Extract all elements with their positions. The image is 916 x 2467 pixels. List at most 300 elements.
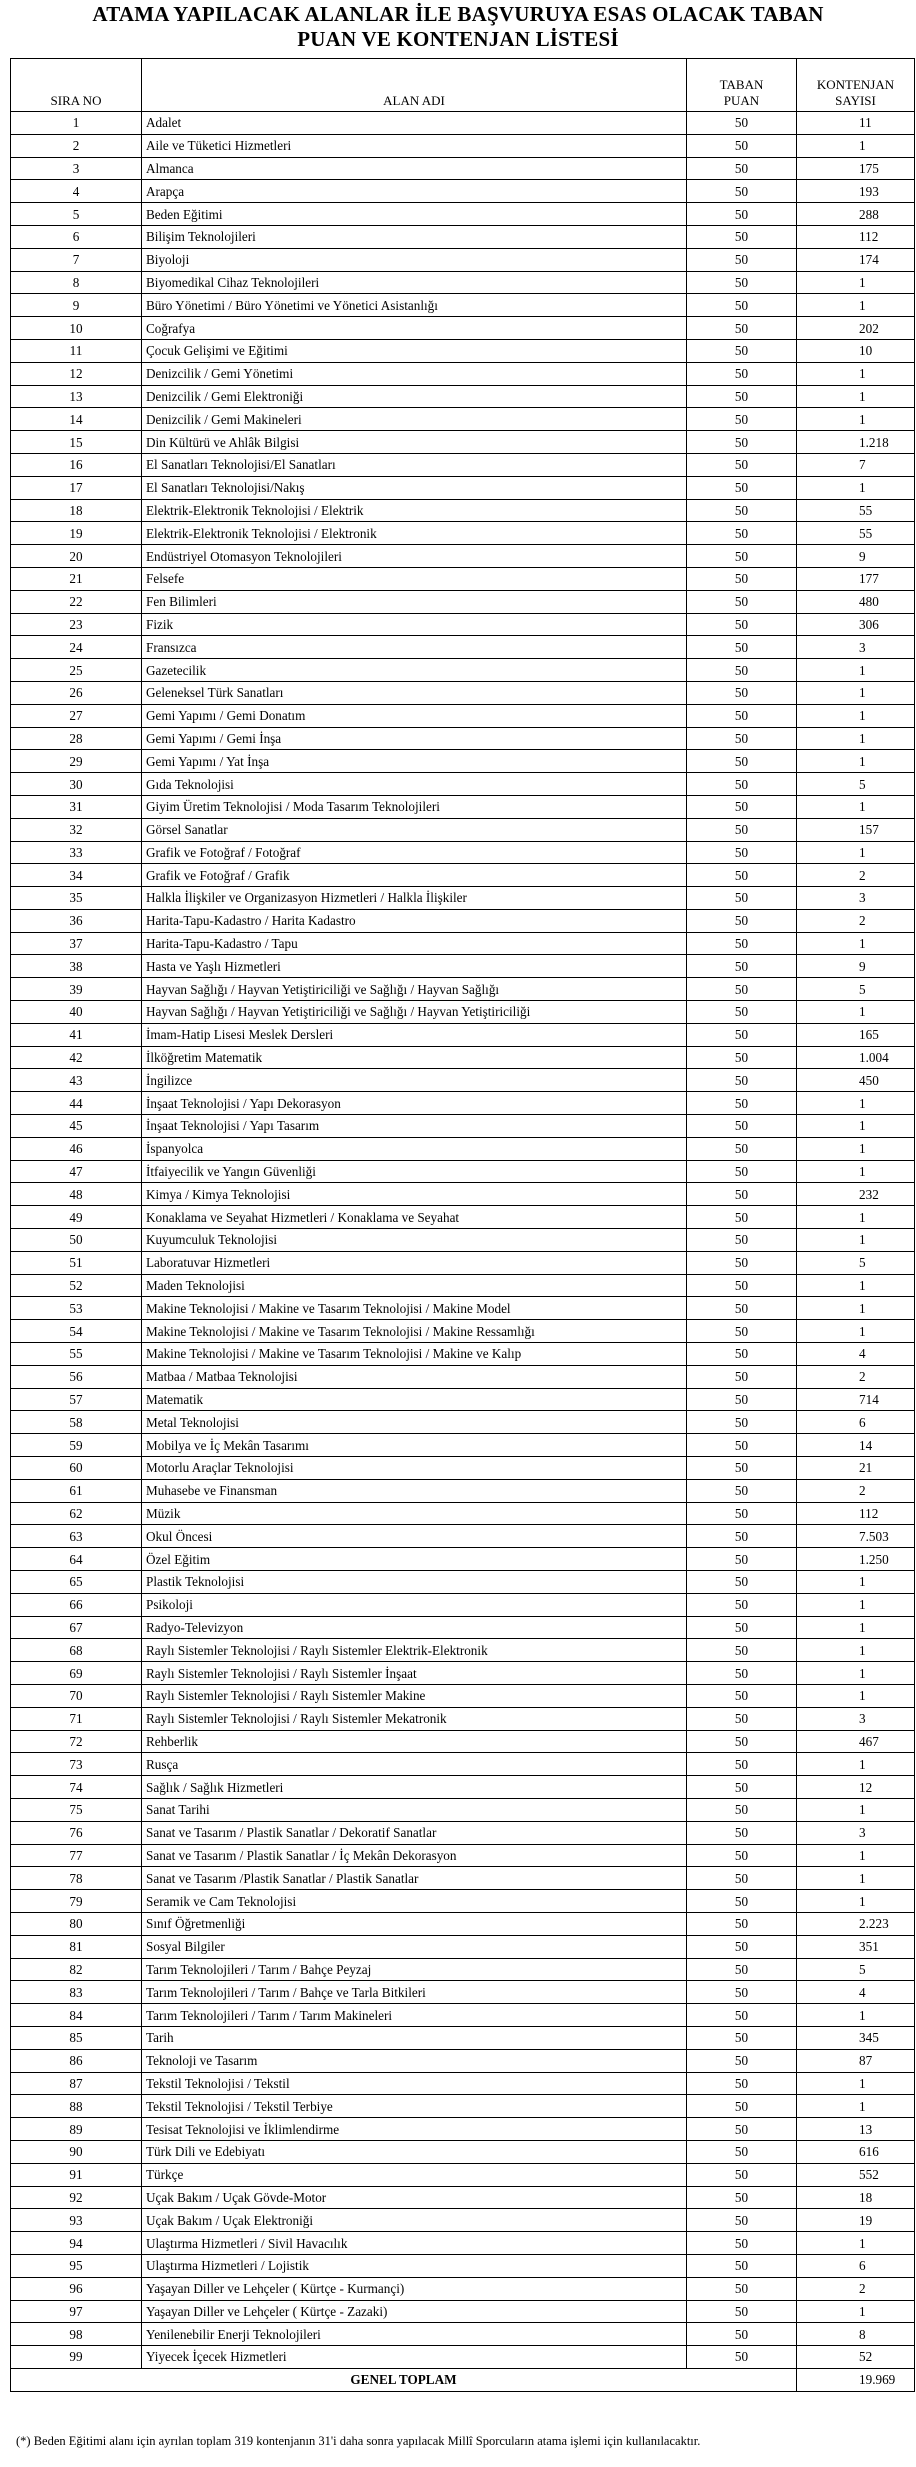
kontenjan-sayisi: 345 <box>797 2026 915 2049</box>
alan-adi: İnşaat Teknolojisi / Yapı Dekorasyon <box>142 1092 687 1115</box>
taban-puan: 50 <box>687 1958 797 1981</box>
kontenjan-sayisi: 480 <box>797 590 915 613</box>
kontenjan-sayisi: 5 <box>797 1251 915 1274</box>
kontenjan-sayisi: 232 <box>797 1183 915 1206</box>
alan-adi: Arapça <box>142 180 687 203</box>
taban-puan: 50 <box>687 932 797 955</box>
table-row <box>11 1023 915 1046</box>
kontenjan-sayisi: 1 <box>797 362 915 385</box>
title-line-2: PUAN VE KONTENJAN LİSTESİ <box>297 27 619 51</box>
alan-adi: Elektrik-Elektronik Teknolojisi / Elektrik <box>142 499 687 522</box>
kontenjan-sayisi: 714 <box>797 1388 915 1411</box>
alan-adi: Elektrik-Elektronik Teknolojisi / Elektronik <box>142 522 687 545</box>
kontenjan-sayisi: 5 <box>797 1958 915 1981</box>
taban-puan: 50 <box>687 2186 797 2209</box>
taban-puan: 50 <box>687 1707 797 1730</box>
row-number: 3 <box>11 157 142 180</box>
taban-puan: 50 <box>687 1388 797 1411</box>
taban-puan: 50 <box>687 955 797 978</box>
taban-puan: 50 <box>687 294 797 317</box>
quota-table <box>10 58 915 2392</box>
row-number: 81 <box>11 1935 142 1958</box>
alan-adi: Tarih <box>142 2026 687 2049</box>
alan-adi: İlköğretim Matematik <box>142 1046 687 1069</box>
row-number: 49 <box>11 1206 142 1229</box>
table-header-row <box>11 59 915 112</box>
table-row <box>11 1046 915 1069</box>
kontenjan-sayisi: 1 <box>797 2300 915 2323</box>
table-row <box>11 2209 915 2232</box>
alan-adi: İnşaat Teknolojisi / Yapı Tasarım <box>142 1115 687 1138</box>
table-row <box>11 1160 915 1183</box>
table-row <box>11 2095 915 2118</box>
alan-adi: Plastik Teknolojisi <box>142 1571 687 1594</box>
alan-adi: Raylı Sistemler Teknolojisi / Raylı Sistemler İnşaat <box>142 1662 687 1685</box>
table-row <box>11 339 915 362</box>
taban-puan: 50 <box>687 613 797 636</box>
kontenjan-sayisi: 5 <box>797 773 915 796</box>
header-taban-puan: TABAN PUAN <box>687 59 797 112</box>
alan-adi: Çocuk Gelişimi ve Eğitimi <box>142 339 687 362</box>
table-row <box>11 1434 915 1457</box>
row-number: 50 <box>11 1229 142 1252</box>
taban-puan: 50 <box>687 2140 797 2163</box>
row-number: 73 <box>11 1753 142 1776</box>
kontenjan-sayisi: 1 <box>797 1571 915 1594</box>
kontenjan-sayisi: 1 <box>797 2072 915 2095</box>
table-row <box>11 271 915 294</box>
table-row <box>11 180 915 203</box>
alan-adi: Makine Teknolojisi / Makine ve Tasarım Teknolojisi / Makine Model <box>142 1297 687 1320</box>
taban-puan: 50 <box>687 1479 797 1502</box>
table-row <box>11 134 915 157</box>
kontenjan-sayisi: 1 <box>797 932 915 955</box>
taban-puan: 50 <box>687 1001 797 1024</box>
taban-puan: 50 <box>687 2118 797 2141</box>
row-number: 41 <box>11 1023 142 1046</box>
taban-puan: 50 <box>687 522 797 545</box>
taban-puan: 50 <box>687 1798 797 1821</box>
taban-puan: 50 <box>687 1069 797 1092</box>
row-number: 8 <box>11 271 142 294</box>
row-number: 12 <box>11 362 142 385</box>
taban-puan: 50 <box>687 1844 797 1867</box>
table-row <box>11 2323 915 2346</box>
table-row <box>11 1388 915 1411</box>
table-row <box>11 613 915 636</box>
row-number: 70 <box>11 1684 142 1707</box>
table-body <box>11 112 915 2369</box>
table-row <box>11 157 915 180</box>
taban-puan: 50 <box>687 1434 797 1457</box>
alan-adi: Tarım Teknolojileri / Tarım / Tarım Makineleri <box>142 2004 687 2027</box>
row-number: 54 <box>11 1320 142 1343</box>
total-value: 19.969 <box>797 2368 915 2391</box>
table-row <box>11 1798 915 1821</box>
row-number: 6 <box>11 225 142 248</box>
taban-puan: 50 <box>687 453 797 476</box>
row-number: 42 <box>11 1046 142 1069</box>
taban-puan: 50 <box>687 339 797 362</box>
row-number: 63 <box>11 1525 142 1548</box>
table-row <box>11 1867 915 1890</box>
alan-adi: Ulaştırma Hizmetleri / Lojistik <box>142 2254 687 2277</box>
kontenjan-sayisi: 552 <box>797 2163 915 2186</box>
table-row <box>11 1844 915 1867</box>
alan-adi: Endüstriyel Otomasyon Teknolojileri <box>142 545 687 568</box>
kontenjan-sayisi: 1 <box>797 795 915 818</box>
alan-adi: Sanat ve Tasarım / Plastik Sanatlar / Dekoratif Sanatlar <box>142 1821 687 1844</box>
kontenjan-sayisi: 3 <box>797 1821 915 1844</box>
alan-adi: Ulaştırma Hizmetleri / Sivil Havacılık <box>142 2232 687 2255</box>
row-number: 52 <box>11 1274 142 1297</box>
kontenjan-sayisi: 1 <box>797 1092 915 1115</box>
taban-puan: 50 <box>687 704 797 727</box>
table-row <box>11 317 915 340</box>
kontenjan-sayisi: 6 <box>797 2254 915 2277</box>
taban-puan: 50 <box>687 1502 797 1525</box>
table-row <box>11 1183 915 1206</box>
row-number: 89 <box>11 2118 142 2141</box>
alan-adi: Tekstil Teknolojisi / Tekstil <box>142 2072 687 2095</box>
taban-puan: 50 <box>687 2254 797 2277</box>
taban-puan: 50 <box>687 1890 797 1913</box>
kontenjan-sayisi: 55 <box>797 499 915 522</box>
taban-puan: 50 <box>687 1411 797 1434</box>
taban-puan: 50 <box>687 795 797 818</box>
header-alan-adi: ALAN ADI <box>142 59 687 112</box>
alan-adi: İtfaiyecilik ve Yangın Güvenliği <box>142 1160 687 1183</box>
taban-puan: 50 <box>687 2209 797 2232</box>
table-row <box>11 750 915 773</box>
row-number: 33 <box>11 841 142 864</box>
alan-adi: Beden Eğitimi <box>142 203 687 226</box>
row-number: 64 <box>11 1548 142 1571</box>
alan-adi: Fizik <box>142 613 687 636</box>
row-number: 29 <box>11 750 142 773</box>
kontenjan-sayisi: 52 <box>797 2346 915 2369</box>
taban-puan: 50 <box>687 681 797 704</box>
taban-puan: 50 <box>687 590 797 613</box>
kontenjan-sayisi: 9 <box>797 545 915 568</box>
taban-puan: 50 <box>687 2095 797 2118</box>
alan-adi: Metal Teknolojisi <box>142 1411 687 1434</box>
row-number: 57 <box>11 1388 142 1411</box>
table-row <box>11 1616 915 1639</box>
kontenjan-sayisi: 1 <box>797 1684 915 1707</box>
table-row <box>11 1525 915 1548</box>
kontenjan-sayisi: 177 <box>797 567 915 590</box>
row-number: 58 <box>11 1411 142 1434</box>
taban-puan: 50 <box>687 157 797 180</box>
alan-adi: Maden Teknolojisi <box>142 1274 687 1297</box>
row-number: 25 <box>11 659 142 682</box>
alan-adi: Adalet <box>142 112 687 135</box>
alan-adi: Denizcilik / Gemi Elektroniği <box>142 385 687 408</box>
table-row <box>11 1274 915 1297</box>
table-row <box>11 1297 915 1320</box>
table-row <box>11 2232 915 2255</box>
alan-adi: Fransızca <box>142 636 687 659</box>
alan-adi: Muhasebe ve Finansman <box>142 1479 687 1502</box>
alan-adi: Sanat ve Tasarım / Plastik Sanatlar / İç Mekân Dekorasyon <box>142 1844 687 1867</box>
row-number: 23 <box>11 613 142 636</box>
kontenjan-sayisi: 1 <box>797 1798 915 1821</box>
table-row <box>11 909 915 932</box>
alan-adi: Felsefe <box>142 567 687 590</box>
taban-puan: 50 <box>687 180 797 203</box>
alan-adi: Matematik <box>142 1388 687 1411</box>
taban-puan: 50 <box>687 225 797 248</box>
kontenjan-sayisi: 1 <box>797 1639 915 1662</box>
row-number: 95 <box>11 2254 142 2277</box>
row-number: 61 <box>11 1479 142 1502</box>
table-row <box>11 1251 915 1274</box>
taban-puan: 50 <box>687 1274 797 1297</box>
row-number: 34 <box>11 864 142 887</box>
row-number: 99 <box>11 2346 142 2369</box>
table-row <box>11 1890 915 1913</box>
row-number: 40 <box>11 1001 142 1024</box>
kontenjan-sayisi: 3 <box>797 636 915 659</box>
taban-puan: 50 <box>687 1320 797 1343</box>
kontenjan-sayisi: 2.223 <box>797 1912 915 1935</box>
taban-puan: 50 <box>687 385 797 408</box>
table-row <box>11 2277 915 2300</box>
taban-puan: 50 <box>687 476 797 499</box>
row-number: 72 <box>11 1730 142 1753</box>
table-row <box>11 1912 915 1935</box>
table-row <box>11 499 915 522</box>
taban-puan: 50 <box>687 2346 797 2369</box>
alan-adi: Coğrafya <box>142 317 687 340</box>
table-row <box>11 1069 915 1092</box>
alan-adi: Rehberlik <box>142 1730 687 1753</box>
kontenjan-sayisi: 4 <box>797 1343 915 1366</box>
taban-puan: 50 <box>687 1935 797 1958</box>
row-number: 31 <box>11 795 142 818</box>
table-row <box>11 841 915 864</box>
alan-adi: İspanyolca <box>142 1137 687 1160</box>
row-number: 55 <box>11 1343 142 1366</box>
row-number: 19 <box>11 522 142 545</box>
kontenjan-sayisi: 55 <box>797 522 915 545</box>
row-number: 69 <box>11 1662 142 1685</box>
kontenjan-sayisi: 1 <box>797 1844 915 1867</box>
table-row <box>11 453 915 476</box>
kontenjan-sayisi: 1 <box>797 385 915 408</box>
row-number: 38 <box>11 955 142 978</box>
row-number: 83 <box>11 1981 142 2004</box>
taban-puan: 50 <box>687 1160 797 1183</box>
row-number: 94 <box>11 2232 142 2255</box>
kontenjan-sayisi: 1 <box>797 659 915 682</box>
row-number: 97 <box>11 2300 142 2323</box>
alan-adi: Harita-Tapu-Kadastro / Tapu <box>142 932 687 955</box>
table-row <box>11 1479 915 1502</box>
kontenjan-sayisi: 3 <box>797 887 915 910</box>
table-row <box>11 1502 915 1525</box>
table-row <box>11 248 915 271</box>
alan-adi: Sağlık / Sağlık Hizmetleri <box>142 1776 687 1799</box>
kontenjan-sayisi: 1 <box>797 1320 915 1343</box>
alan-adi: El Sanatları Teknolojisi/El Sanatları <box>142 453 687 476</box>
alan-adi: Seramik ve Cam Teknolojisi <box>142 1890 687 1913</box>
row-number: 78 <box>11 1867 142 1890</box>
alan-adi: Hayvan Sağlığı / Hayvan Yetiştiriciliği ve Sağlığı / Hayvan Yetiştiriciliği <box>142 1001 687 1024</box>
alan-adi: Sanat Tarihi <box>142 1798 687 1821</box>
row-number: 90 <box>11 2140 142 2163</box>
table-row <box>11 864 915 887</box>
alan-adi: Gemi Yapımı / Yat İnşa <box>142 750 687 773</box>
row-number: 4 <box>11 180 142 203</box>
taban-puan: 50 <box>687 1821 797 1844</box>
alan-adi: Teknoloji ve Tasarım <box>142 2049 687 2072</box>
alan-adi: Denizcilik / Gemi Yönetimi <box>142 362 687 385</box>
kontenjan-sayisi: 1 <box>797 1001 915 1024</box>
alan-adi: Yaşayan Diller ve Lehçeler ( Kürtçe - Zazaki) <box>142 2300 687 2323</box>
table-row <box>11 1137 915 1160</box>
row-number: 16 <box>11 453 142 476</box>
taban-puan: 50 <box>687 2277 797 2300</box>
taban-puan: 50 <box>687 2163 797 2186</box>
kontenjan-sayisi: 3 <box>797 1707 915 1730</box>
alan-adi: Sosyal Bilgiler <box>142 1935 687 1958</box>
alan-adi: Raylı Sistemler Teknolojisi / Raylı Sistemler Elektrik-Elektronik <box>142 1639 687 1662</box>
row-number: 65 <box>11 1571 142 1594</box>
kontenjan-sayisi: 2 <box>797 2277 915 2300</box>
taban-puan: 50 <box>687 864 797 887</box>
table-row <box>11 1639 915 1662</box>
kontenjan-sayisi: 1 <box>797 1160 915 1183</box>
row-number: 2 <box>11 134 142 157</box>
taban-puan: 50 <box>687 1343 797 1366</box>
table-row <box>11 887 915 910</box>
row-number: 20 <box>11 545 142 568</box>
table-row <box>11 955 915 978</box>
alan-adi: Bilişim Teknolojileri <box>142 225 687 248</box>
row-number: 71 <box>11 1707 142 1730</box>
alan-adi: Radyo-Televizyon <box>142 1616 687 1639</box>
taban-puan: 50 <box>687 1115 797 1138</box>
alan-adi: Kuyumculuk Teknolojisi <box>142 1229 687 1252</box>
kontenjan-sayisi: 1 <box>797 1593 915 1616</box>
row-number: 53 <box>11 1297 142 1320</box>
table-row <box>11 1571 915 1594</box>
footnote: (*) Beden Eğitimi alanı için ayrılan toplam 319 kontenjanın 31'i daha sonra yapılacak Millî Sporcuların atama işlemi için kullanılacaktır. <box>16 2434 701 2448</box>
taban-puan: 50 <box>687 2004 797 2027</box>
alan-adi: Yaşayan Diller ve Lehçeler ( Kürtçe - Kurmançi) <box>142 2277 687 2300</box>
taban-puan: 50 <box>687 2232 797 2255</box>
table-row <box>11 2300 915 2323</box>
table-row <box>11 1662 915 1685</box>
kontenjan-sayisi: 8 <box>797 2323 915 2346</box>
kontenjan-sayisi: 7.503 <box>797 1525 915 1548</box>
kontenjan-sayisi: 1.218 <box>797 431 915 454</box>
kontenjan-sayisi: 1 <box>797 1297 915 1320</box>
row-number: 85 <box>11 2026 142 2049</box>
table-row <box>11 1776 915 1799</box>
table-row <box>11 2140 915 2163</box>
table-row <box>11 545 915 568</box>
taban-puan: 50 <box>687 1457 797 1480</box>
kontenjan-sayisi: 9 <box>797 955 915 978</box>
taban-puan: 50 <box>687 112 797 135</box>
kontenjan-sayisi: 2 <box>797 909 915 932</box>
kontenjan-sayisi: 165 <box>797 1023 915 1046</box>
row-number: 15 <box>11 431 142 454</box>
taban-puan: 50 <box>687 818 797 841</box>
row-number: 74 <box>11 1776 142 1799</box>
alan-adi: El Sanatları Teknolojisi/Nakış <box>142 476 687 499</box>
alan-adi: Harita-Tapu-Kadastro / Harita Kadastro <box>142 909 687 932</box>
kontenjan-sayisi: 288 <box>797 203 915 226</box>
table-row <box>11 2254 915 2277</box>
table-row <box>11 681 915 704</box>
table-row <box>11 1935 915 1958</box>
table-row <box>11 2186 915 2209</box>
taban-puan: 50 <box>687 2072 797 2095</box>
alan-adi: Makine Teknolojisi / Makine ve Tasarım Teknolojisi / Makine ve Kalıp <box>142 1343 687 1366</box>
taban-puan: 50 <box>687 1046 797 1069</box>
row-number: 87 <box>11 2072 142 2095</box>
alan-adi: Tesisat Teknolojisi ve İklimlendirme <box>142 2118 687 2141</box>
kontenjan-sayisi: 1 <box>797 681 915 704</box>
table-row <box>11 1593 915 1616</box>
kontenjan-sayisi: 174 <box>797 248 915 271</box>
kontenjan-sayisi: 1 <box>797 294 915 317</box>
alan-adi: Grafik ve Fotoğraf / Fotoğraf <box>142 841 687 864</box>
taban-puan: 50 <box>687 1981 797 2004</box>
row-number: 47 <box>11 1160 142 1183</box>
row-number: 45 <box>11 1115 142 1138</box>
kontenjan-sayisi: 1 <box>797 1753 915 1776</box>
row-number: 9 <box>11 294 142 317</box>
taban-puan: 50 <box>687 1867 797 1890</box>
table-row <box>11 727 915 750</box>
alan-adi: İngilizce <box>142 1069 687 1092</box>
table-row <box>11 1115 915 1138</box>
row-number: 60 <box>11 1457 142 1480</box>
kontenjan-sayisi: 1 <box>797 841 915 864</box>
row-number: 39 <box>11 978 142 1001</box>
table-row <box>11 476 915 499</box>
header-kontenjan: KONTENJAN SAYISI <box>797 59 915 112</box>
alan-adi: Gemi Yapımı / Gemi İnşa <box>142 727 687 750</box>
row-number: 21 <box>11 567 142 590</box>
row-number: 11 <box>11 339 142 362</box>
kontenjan-sayisi: 10 <box>797 339 915 362</box>
taban-puan: 50 <box>687 362 797 385</box>
row-number: 5 <box>11 203 142 226</box>
alan-adi: Biyoloji <box>142 248 687 271</box>
alan-adi: Tarım Teknolojileri / Tarım / Bahçe Peyzaj <box>142 1958 687 1981</box>
kontenjan-sayisi: 1 <box>797 1616 915 1639</box>
table-row <box>11 590 915 613</box>
alan-adi: Konaklama ve Seyahat Hizmetleri / Konaklama ve Seyahat <box>142 1206 687 1229</box>
taban-puan: 50 <box>687 909 797 932</box>
taban-puan: 50 <box>687 567 797 590</box>
kontenjan-sayisi: 21 <box>797 1457 915 1480</box>
kontenjan-sayisi: 616 <box>797 2140 915 2163</box>
taban-puan: 50 <box>687 203 797 226</box>
table-row <box>11 2163 915 2186</box>
table-row <box>11 978 915 1001</box>
table-row <box>11 773 915 796</box>
row-number: 27 <box>11 704 142 727</box>
taban-puan: 50 <box>687 1776 797 1799</box>
kontenjan-sayisi: 1 <box>797 1867 915 1890</box>
